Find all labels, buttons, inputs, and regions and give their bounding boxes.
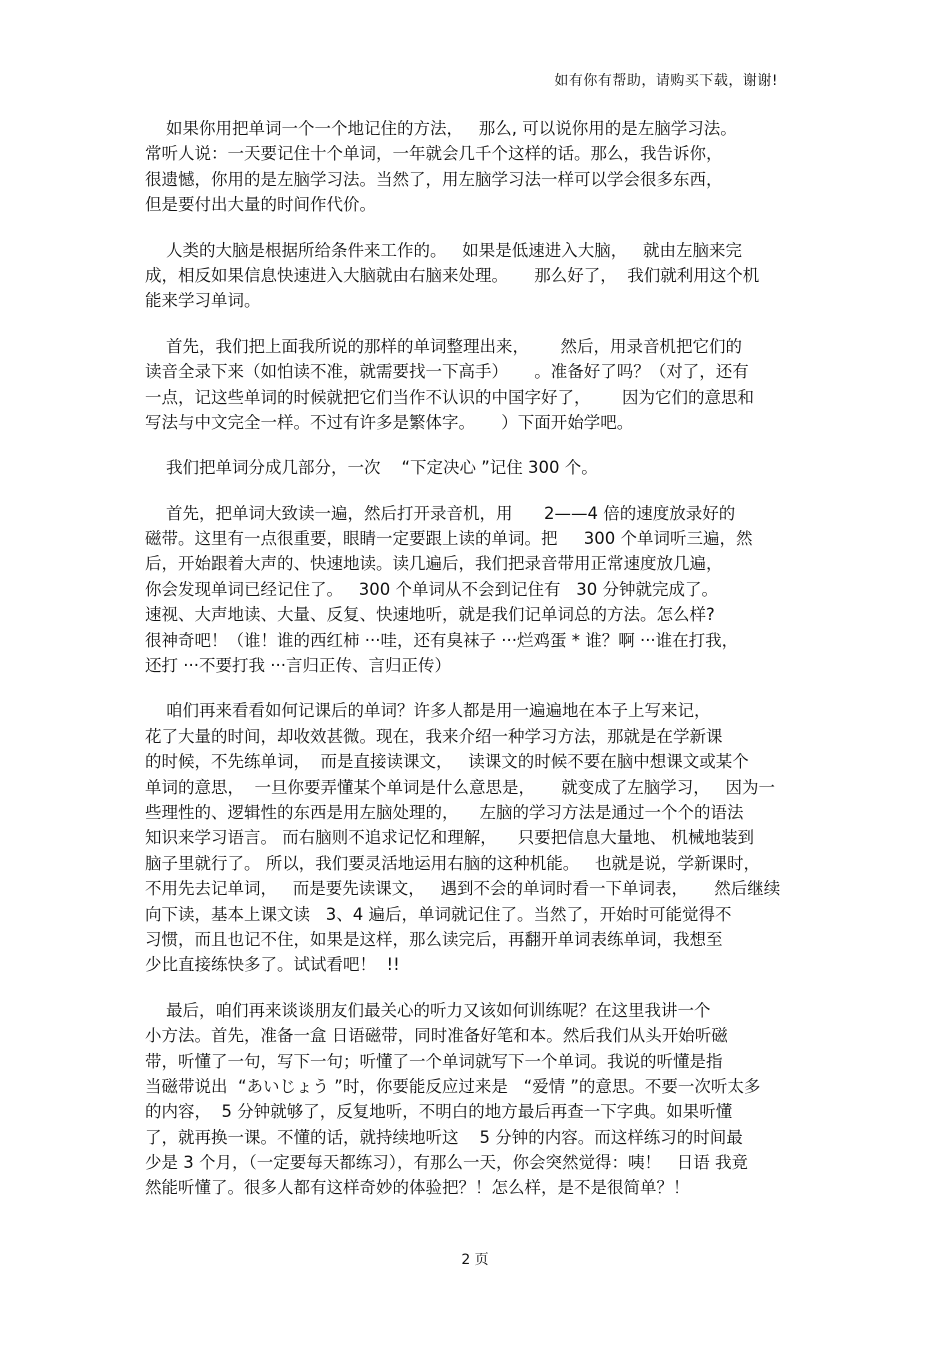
text-line: 如果你用把单词一个一个地记住的方法， 那么, 可以说你用的是左脑学习法。	[145, 119, 737, 138]
text-line: 的时候，不先练单词， 而是直接读课文， 读课文的时候不要在脑中想课文或某个	[145, 752, 749, 772]
text-line: 习惯，而且也记不住，如果是这样，那么读完后，再翻开单词表练单词，我想至	[145, 929, 723, 949]
page-number: 2 页	[461, 1252, 489, 1268]
paragraph	[145, 238, 810, 314]
text-line: 你会发现单词已经记住了。 300 个单词从不会到记住有 30 分钟就完成了。	[145, 579, 718, 599]
text-line: 还打 ···不要打我 ···言归正传、言归正传）	[145, 656, 451, 676]
text-line: 磁带。这里有一点很重要，眼睛一定要跟上读的单词。把 300 个单词听三遍，然	[145, 529, 753, 549]
text-line: 我们把单词分成几部分，一次 “下定决心 ”记住 300 个。	[145, 458, 598, 478]
text-line: 很遗憾，你用的是左脑学习法。当然了，用左脑学习法一样可以学会很多东西，	[145, 169, 723, 189]
text-line: 速视、大声地读、大量、反复、快速地听，就是我们记单词总的方法。怎么样?	[145, 605, 715, 625]
text-line: 能来学习单词。	[145, 291, 261, 311]
text-line: 成，相反如果信息快速进入大脑就由右脑来处理。 那么好了， 我们就利用这个机	[145, 265, 760, 285]
text-line: 咱们再来看看如何记课后的单词？许多人都是用一遍遍地在本子上写来记，	[145, 701, 711, 721]
text-line: 不用先去记单词， 而是要先读课文， 遇到不会的单词时看一下单词表， 然后继续	[145, 879, 781, 899]
text-line: 常听人说：一天要记住十个单词，一年就会几千个这样的话。那么，我告诉你，	[145, 144, 723, 164]
text-line: 一点，记这些单词的时候就把它们当作不认识的中国字好了， 因为它们的意思和	[145, 387, 754, 407]
text-line: 了，就再换一课。不懂的话，就持续地听这 5 分钟的内容。而这样练习的时间最	[145, 1127, 743, 1147]
paragraph	[145, 998, 810, 1201]
paragraph	[145, 698, 810, 977]
text-line: 的内容， 5 分钟就够了，反复地听，不明白的地方最后再查一下字典。如果听懂	[145, 1102, 733, 1122]
text-line: 很神奇吧！（谁！谁的西红柿 ···哇，还有臭袜子 ···烂鸡蛋 * 谁？啊 ···谁在打我，	[145, 630, 739, 650]
text-line: 花了大量的时间，却收效甚微。现在，我来介绍一种学习方法，那就是在学新课	[145, 726, 723, 746]
text-line: 小方法。首先，准备一盒 日语磁带，同时准备好笔和本。然后我们从头开始听磁	[145, 1026, 728, 1046]
paragraph	[145, 501, 810, 679]
text-line: 但是要付出大量的时间作代价。	[145, 195, 376, 215]
text-line: 然能听懂了。很多人都有这样奇妙的体验把？！怎么样，是不是很简单？！	[145, 1178, 690, 1198]
text-line: 首先，我们把上面我所说的那样的单词整理出来， 然后，用录音机把它们的	[145, 336, 742, 356]
text-line: 读音全录下来（如怕读不准，就需要找一下高手） 。准备好了吗？（对了，还有	[145, 362, 749, 382]
paragraph	[145, 334, 810, 436]
text-line: 后，开始跟着大声的、快速地读。读几遍后，我们把录音带用正常速度放几遍，	[145, 554, 723, 574]
text-line: 单词的意思， 一旦你要弄懂某个单词是什么意思是， 就变成了左脑学习， 因为一	[145, 777, 775, 797]
paragraph	[145, 455, 810, 480]
text-line: 写法与中文完全一样。不过有许多是繁体字。 ）下面开始学吧。	[145, 412, 634, 432]
header-note: 如有你有帮助，请购买下载，谢谢!	[554, 73, 778, 89]
text-line: 脑子里就行了。 所以，我们要灵活地运用右脑的这种机能。 也就是说，学新课时，	[145, 853, 760, 873]
text-line: 人类的大脑是根据所给条件来工作的。 如果是低速进入大脑， 就由左脑来完	[145, 240, 742, 260]
text-line: 首先，把单词大致读一遍，然后打开录音机，用 2——4 倍的速度放录好的	[145, 503, 736, 523]
text-line: 向下读，基本上课文读 3、4 遍后，单词就记住了。当然了，开始时可能觉得不	[145, 904, 732, 924]
text-line: 当磁带说出 “あいじょう ”时，你要能反应过来是 “爱情 ”的意思。不要一次听太多	[145, 1076, 761, 1096]
paragraph	[145, 116, 810, 218]
text-line: 少是 3 个月，（一定要每天都练习），有那么一天，你会突然觉得：咦！ 日语 我竟	[145, 1153, 748, 1173]
document-body	[145, 116, 810, 1221]
text-line: 些理性的、逻辑性的东西是用左脑处理的， 左脑的学习方法是通过一个个的语法	[145, 802, 744, 822]
text-line: 少比直接练快多了。试试看吧！ !!	[145, 955, 400, 975]
text-line: 带，听懂了一句，写下一句；听懂了一个单词就写下一个单词。我说的听懂是指	[145, 1051, 723, 1071]
text-line: 最后，咱们再来谈谈朋友们最关心的听力又该如何训练呢？在这里我讲一个	[145, 1000, 711, 1020]
text-line: 知识来学习语言。 而右脑则不追求记忆和理解， 只要把信息大量地、 机械地装到	[145, 828, 754, 848]
